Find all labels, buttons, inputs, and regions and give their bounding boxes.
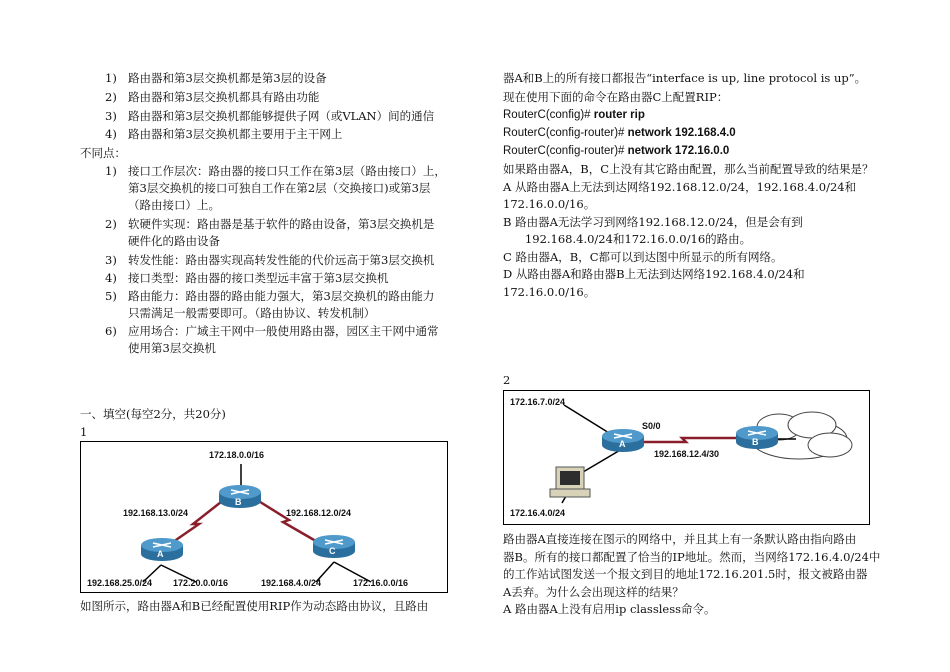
command-text: router rip [593, 109, 645, 121]
paragraph-line: 路由器A直接连接在图示的网络中，并且其上有一条默认路由指向路由 [503, 532, 857, 546]
list-item-line: 应用场合：广域主干网中一般使用路由器，园区主干网中通常 [128, 324, 439, 338]
router-label: B [752, 437, 759, 447]
list-number: 4) [105, 127, 117, 141]
list-item-line: 第3层交换机的接口可独自工作在第2层（交换接口)或第3层 [128, 181, 431, 195]
list-number: 4) [105, 271, 117, 285]
paragraph-line: A丢弃。为什么会出现这样的结果？ [503, 585, 684, 599]
list-item-line: 路由能力：路由器的路由能力强大，第3层交换机的路由能力 [128, 289, 435, 303]
list-item: 路由器和第3层交换机都能够提供子网（或VLAN）间的通信 [128, 109, 435, 123]
network-label: 192.168.13.0/24 [123, 508, 189, 518]
option-line: 172.16.0.0/16。 [503, 197, 596, 211]
diff-heading: 不同点： [80, 146, 126, 160]
list-number: 1) [105, 71, 117, 85]
workstation-icon [550, 467, 590, 497]
option-line: A 从路由器A上无法到达网络192.168.12.0/24，192.168.4.0/24和 [503, 180, 857, 194]
list-number: 2) [105, 217, 117, 231]
paragraph-line: 如图所示，路由器A和B已经配置使用RIP作为动态路由协议，且路由 [80, 599, 429, 613]
paragraph-line: 现在使用下面的命令在路由器C上配置RIP： [503, 90, 729, 104]
command-line [503, 143, 729, 159]
option-line: C 路由器A，B，C都可以到达图中所显示的所有网络。 [503, 250, 783, 264]
interface-label: S0/0 [642, 421, 661, 431]
option-line: 172.16.0.0/16。 [503, 285, 596, 299]
list-item-line: 转发性能：路由器实现高转发性能的代价远高于第3层交换机 [128, 253, 435, 267]
command-line [503, 125, 736, 141]
list-number: 6) [105, 324, 117, 338]
list-item: 路由器和第3层交换机都具有路由功能 [128, 90, 320, 104]
router-label: A [157, 549, 164, 559]
option-line: 192.168.4.0/24和172.16.0.0/16的路由。 [503, 232, 752, 246]
list-number: 3) [105, 253, 117, 267]
network-label: 192.168.12.4/30 [654, 449, 720, 459]
list-item-line: 硬件化的路由设备 [128, 234, 220, 248]
command-line [503, 107, 645, 123]
network-label: 172.16.0.0/16 [353, 578, 409, 588]
list-item-line: 使用第3层交换机 [128, 341, 216, 355]
list-item-line: 只需满足一般需要即可。（路由协议、转发机制） [128, 306, 376, 320]
serial-link-bc [257, 500, 321, 544]
network-label: 172.20.0.0/16 [173, 578, 229, 588]
list-number: 3) [105, 109, 117, 123]
question-number: 2 [503, 373, 511, 387]
command-text: network 192.168.4.0 [627, 127, 736, 139]
serial-link-ab [644, 438, 736, 442]
option-line: D 从路由器A和路由器B上无法到达网络192.168.4.0/24和 [503, 267, 805, 281]
list-item: 路由器和第3层交换机都是第3层的设备 [128, 71, 327, 85]
network-label: 192.168.25.0/24 [87, 578, 153, 588]
paragraph-line: 的工作站试图发送一个报文到目的地址172.16.201.5时，报文被路由器 [503, 567, 868, 581]
router-label: B [235, 497, 242, 507]
router-label: C [329, 546, 336, 556]
list-item-line: 接口类型：路由器的接口类型远丰富于第3层交换机 [128, 271, 389, 285]
option-line: A 路由器A上没有启用ip classless命令。 [503, 602, 716, 616]
list-number: 1) [105, 164, 117, 178]
list-item-line: 软硬件实现：路由器是基于软件的路由设备，第3层交换机是 [128, 217, 435, 231]
command-prompt: RouterC(config)# [503, 109, 594, 121]
section-title: 一、填空(每空2分，共20分) [80, 407, 226, 421]
command-prompt: RouterC(config-router)# [503, 145, 628, 157]
list-number: 5) [105, 289, 117, 303]
network-label: 192.168.4.0/24 [261, 578, 322, 588]
ethernet-line [578, 449, 622, 475]
paragraph-line: 器A和B上的所有接口都报告“interface is up, line protocol is up”。 [503, 71, 867, 85]
command-text: network 172.16.0.0 [627, 145, 730, 157]
network-diagram-1 [80, 441, 448, 593]
network-label: 172.18.0.0/16 [209, 450, 265, 460]
network-label: 192.168.12.0/24 [286, 508, 352, 518]
list-item: 路由器和第3层交换机都主要用于主干网上 [128, 127, 343, 141]
question-line: 如果路由器A，B，C上没有其它路由配置，那么当前配置导致的结果是？ [503, 162, 874, 176]
option-line: B 路由器A无法学习到网络192.168.12.0/24，但是会有到 [503, 215, 803, 229]
list-item-line: （路由接口）上。 [128, 198, 220, 212]
question-number: 1 [80, 425, 88, 439]
list-item-line: 接口工作层次：路由器的接口只工作在第3层（路由接口）上， [128, 164, 446, 178]
router-label: A [619, 439, 626, 449]
list-number: 2) [105, 90, 117, 104]
command-prompt: RouterC(config-router)# [503, 127, 628, 139]
network-diagram-2 [503, 390, 870, 525]
network-label: 172.16.4.0/24 [510, 508, 566, 518]
paragraph-line: 器B。所有的接口都配置了恰当的IP地址。然而，当网络172.16.4.0/24中 [503, 550, 881, 564]
network-label: 172.16.7.0/24 [510, 397, 566, 407]
